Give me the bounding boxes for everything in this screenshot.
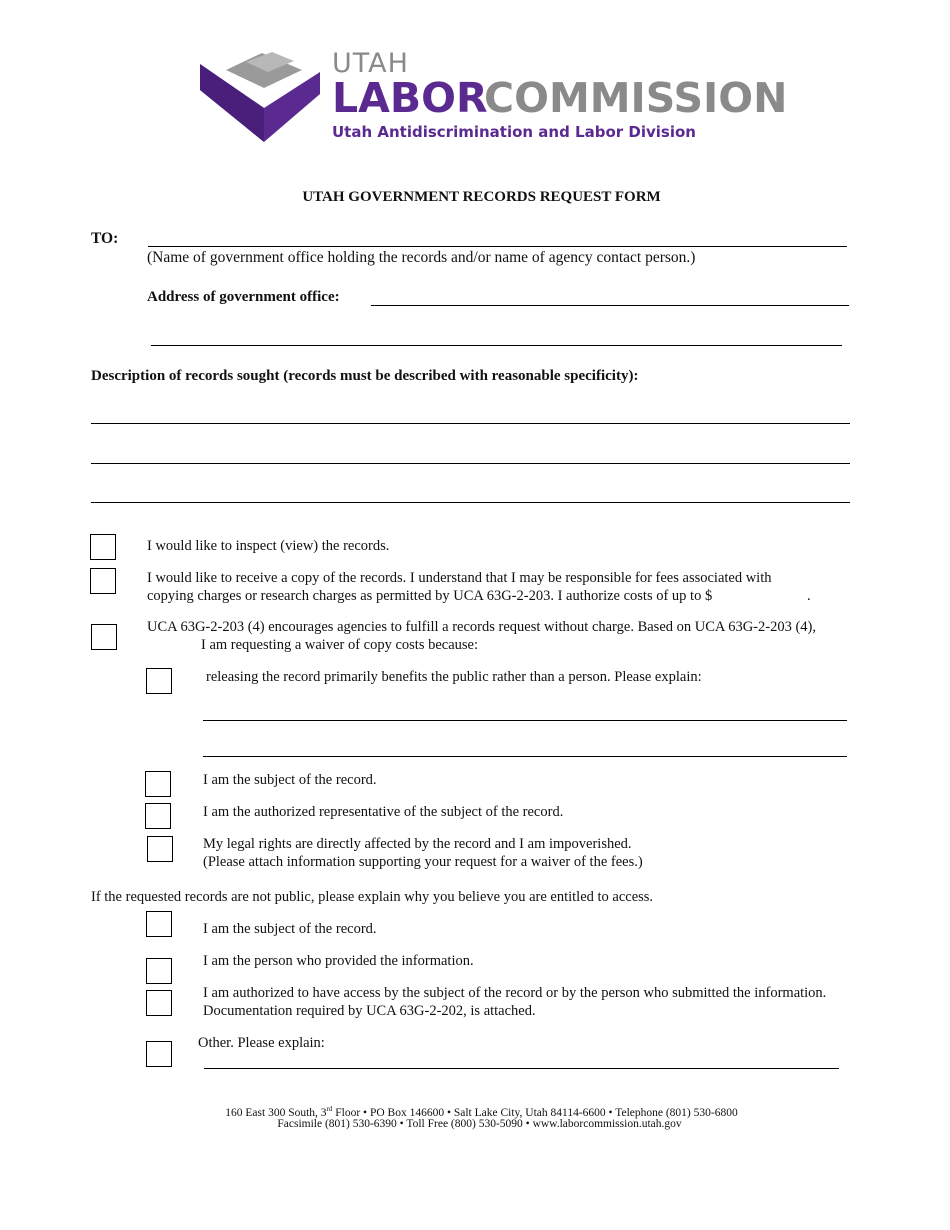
access-other-checkbox[interactable] bbox=[146, 1041, 172, 1067]
inspect-label: I would like to inspect (view) the records. bbox=[147, 538, 390, 554]
inspect-checkbox[interactable] bbox=[90, 534, 116, 560]
address-field-line1[interactable] bbox=[371, 305, 849, 306]
access-other-explain-line[interactable] bbox=[204, 1068, 839, 1069]
footer-address-pre: 160 East 300 South, 3 bbox=[225, 1106, 327, 1119]
public-benefit-explain-line2[interactable] bbox=[203, 756, 847, 757]
waiver-label-line1: UCA 63G-2-203 (4) encourages agencies to fulfill a records request without charge. Based on UCA 63G-2-203 (4), bbox=[147, 619, 816, 635]
logo-division-text: Utah Antidiscrimination and Labor Division bbox=[332, 123, 696, 141]
public-benefit-checkbox[interactable] bbox=[146, 668, 172, 694]
copy-checkbox[interactable] bbox=[90, 568, 116, 594]
to-hint: (Name of government office holding the records and/or name of agency contact person.) bbox=[147, 249, 696, 266]
address-field-line2[interactable] bbox=[151, 345, 842, 346]
waiver-representative-checkbox[interactable] bbox=[145, 803, 171, 829]
logo bbox=[198, 48, 788, 150]
access-authorized-label-line1: I am authorized to have access by the subject of the record or by the person who submitted the information. bbox=[203, 985, 827, 1001]
form-title: UTAH GOVERNMENT RECORDS REQUEST FORM bbox=[302, 189, 661, 205]
waiver-label-line2: I am requesting a waiver of copy costs because: bbox=[201, 637, 479, 653]
waiver-subject-label: I am the subject of the record. bbox=[203, 772, 377, 788]
public-benefit-label: releasing the record primarily benefits the public rather than a person. Please explain: bbox=[206, 669, 702, 685]
waiver-impoverished-label-line1: My legal rights are directly affected by the record and I am impoverished. bbox=[203, 836, 632, 852]
labor-commission-emblem-icon bbox=[198, 50, 328, 145]
not-public-intro: If the requested records are not public, please explain why you believe you are entitled to access. bbox=[91, 889, 654, 905]
waiver-representative-label: I am the authorized representative of the subject of the record. bbox=[203, 804, 564, 820]
description-field-line1[interactable] bbox=[91, 423, 850, 424]
access-subject-checkbox[interactable] bbox=[146, 911, 172, 937]
waiver-impoverished-checkbox[interactable] bbox=[147, 836, 173, 862]
to-label: TO: bbox=[91, 230, 119, 247]
address-label: Address of government office: bbox=[147, 289, 340, 305]
description-label: Description of records sought (records must be described with reasonable specificity): bbox=[91, 368, 639, 384]
waiver-subject-checkbox[interactable] bbox=[145, 771, 171, 797]
copy-label-line2: copying charges or research charges as permitted by UCA 63G-2-203. I authorize costs of up to $ bbox=[147, 588, 713, 604]
logo-state-text: UTAH bbox=[332, 48, 409, 79]
description-field-line2[interactable] bbox=[91, 463, 850, 464]
access-subject-label: I am the subject of the record. bbox=[203, 921, 377, 937]
access-provider-label: I am the person who provided the information. bbox=[203, 953, 474, 969]
to-field[interactable] bbox=[148, 246, 847, 247]
description-field-line3[interactable] bbox=[91, 502, 850, 503]
access-authorized-checkbox[interactable] bbox=[146, 990, 172, 1016]
copy-period: . bbox=[807, 588, 811, 604]
footer-address-post: Floor • PO Box 146600 • Salt Lake City, Utah 84114-6600 • Telephone (801) 530-6800 bbox=[332, 1106, 738, 1119]
waiver-checkbox[interactable] bbox=[91, 624, 117, 650]
public-benefit-explain-line1[interactable] bbox=[203, 720, 847, 721]
access-authorized-label-line2: Documentation required by UCA 63G-2-202, is attached. bbox=[203, 1003, 536, 1019]
access-other-label: Other. Please explain: bbox=[198, 1035, 325, 1051]
footer-contact: Facsimile (801) 530-6390 • Toll Free (800) 530-5090 • www.laborcommission.utah.gov bbox=[277, 1118, 682, 1130]
access-provider-checkbox[interactable] bbox=[146, 958, 172, 984]
copy-cost-field[interactable] bbox=[764, 587, 808, 605]
logo-commission-text: COMMISSION bbox=[484, 74, 788, 122]
copy-label-line1: I would like to receive a copy of the records. I understand that I may be responsible for fees associated with bbox=[147, 570, 772, 586]
logo-labor-text: LABOR bbox=[332, 74, 488, 122]
footer-address-sup: rd bbox=[326, 1105, 333, 1113]
waiver-impoverished-label-line2: (Please attach information supporting your request for a waiver of the fees.) bbox=[203, 854, 643, 870]
